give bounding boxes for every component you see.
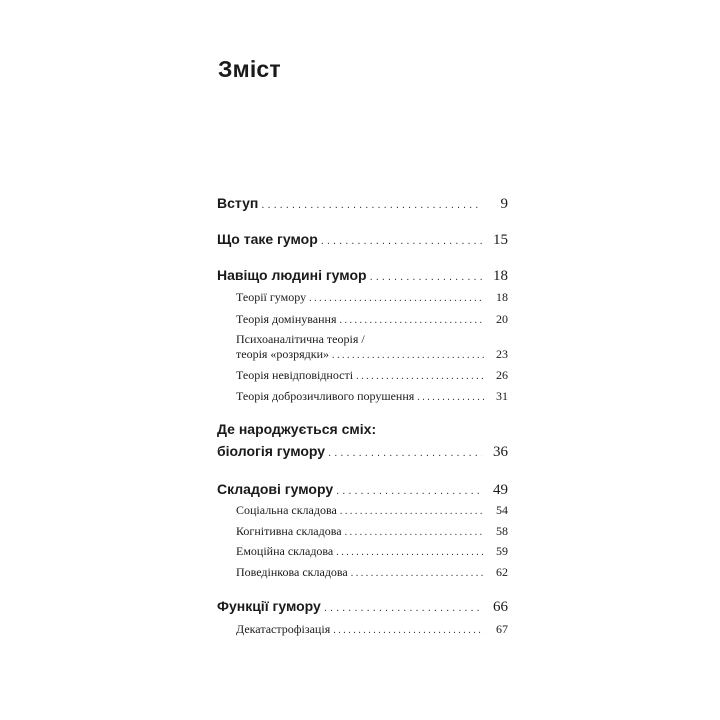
dot-leader — [332, 350, 484, 361]
toc-page-number: 31 — [496, 389, 508, 403]
toc-entry-label: Соціальна складова — [236, 503, 337, 517]
toc-entry-section[interactable] — [236, 368, 508, 383]
toc-entry-section[interactable] — [236, 389, 508, 404]
toc-entry-label: Теорії гумору — [236, 290, 307, 304]
page-title: Зміст — [218, 56, 281, 82]
dot-leader — [351, 568, 484, 579]
toc-entry-label: Що таке гумор — [217, 231, 318, 247]
dot-leader — [328, 447, 482, 459]
dot-leader — [336, 485, 482, 497]
toc-entry-label: Когнітивна складова — [236, 524, 342, 538]
toc-page-number: 58 — [496, 524, 508, 538]
toc-page-number: 18 — [496, 290, 508, 304]
toc-entry-label: Поведінкова складова — [236, 565, 348, 579]
toc-entry-label: Декатастрофізація — [236, 622, 331, 636]
toc-entry-section[interactable] — [236, 565, 508, 580]
toc-entry-chapter[interactable] — [217, 443, 508, 461]
dot-leader — [339, 315, 484, 326]
toc-page-number: 15 — [493, 232, 508, 248]
toc-entry-label: Вступ — [217, 195, 259, 211]
dot-leader — [370, 271, 482, 283]
toc-entry-label: біологія гумору — [217, 443, 326, 459]
toc-entry-section[interactable] — [236, 347, 508, 362]
toc-entry-chapter[interactable] — [217, 231, 508, 249]
dot-leader — [417, 392, 484, 403]
toc-page-number: 49 — [493, 482, 508, 498]
toc-entry-label: Складові гумору — [217, 481, 334, 497]
toc-page-number: 66 — [493, 599, 508, 615]
toc-page-number: 18 — [493, 268, 508, 284]
toc-entry-chapter[interactable] — [217, 195, 508, 213]
dot-leader — [324, 602, 482, 614]
toc-entry-chapter[interactable] — [217, 598, 508, 616]
toc-entry-chapter[interactable] — [217, 481, 508, 499]
toc-page-number: 62 — [496, 565, 508, 579]
toc-entry-label: Емоційна складова — [236, 544, 334, 558]
toc-page-number: 26 — [496, 368, 508, 382]
toc-entry-label: Теорія доброзичливого порушення — [236, 389, 415, 403]
toc-entry-label-first-line: Психоаналітична теорія / — [236, 332, 365, 346]
dot-leader — [333, 625, 484, 636]
dot-leader — [309, 293, 484, 304]
toc-entry-section[interactable] — [236, 290, 508, 305]
dot-leader — [356, 371, 484, 382]
toc-entry-section[interactable] — [236, 503, 508, 518]
toc-page-number: 9 — [500, 196, 508, 212]
toc-page-number: 23 — [496, 347, 508, 361]
toc-page-number: 20 — [496, 312, 508, 326]
toc-entry-label: Функції гумору — [217, 598, 321, 614]
dot-leader — [321, 235, 482, 247]
dot-leader — [261, 199, 482, 211]
toc-entry-label: теорія «розрядки» — [236, 347, 330, 361]
toc-page-number: 67 — [496, 622, 508, 636]
toc-entry-section[interactable] — [236, 524, 508, 539]
toc-entry-section[interactable] — [236, 622, 508, 637]
toc-page-number: 59 — [496, 544, 508, 558]
dot-leader — [336, 547, 484, 558]
toc-entry-section[interactable] — [236, 312, 508, 327]
toc-entry-label: Теорія невідповідності — [236, 368, 354, 382]
toc-page-number: 36 — [493, 444, 508, 460]
dot-leader — [340, 506, 484, 517]
toc-entry-chapter[interactable] — [217, 267, 508, 285]
toc-entry-section[interactable] — [236, 544, 508, 559]
toc-page-number: 54 — [496, 503, 508, 517]
toc-entry-label-first-line: Де народжується сміх: — [217, 421, 377, 437]
toc-entry-label: Навіщо людині гумор — [217, 267, 367, 283]
toc-entry-label: Теорія домінування — [236, 312, 337, 326]
dot-leader — [345, 527, 484, 538]
